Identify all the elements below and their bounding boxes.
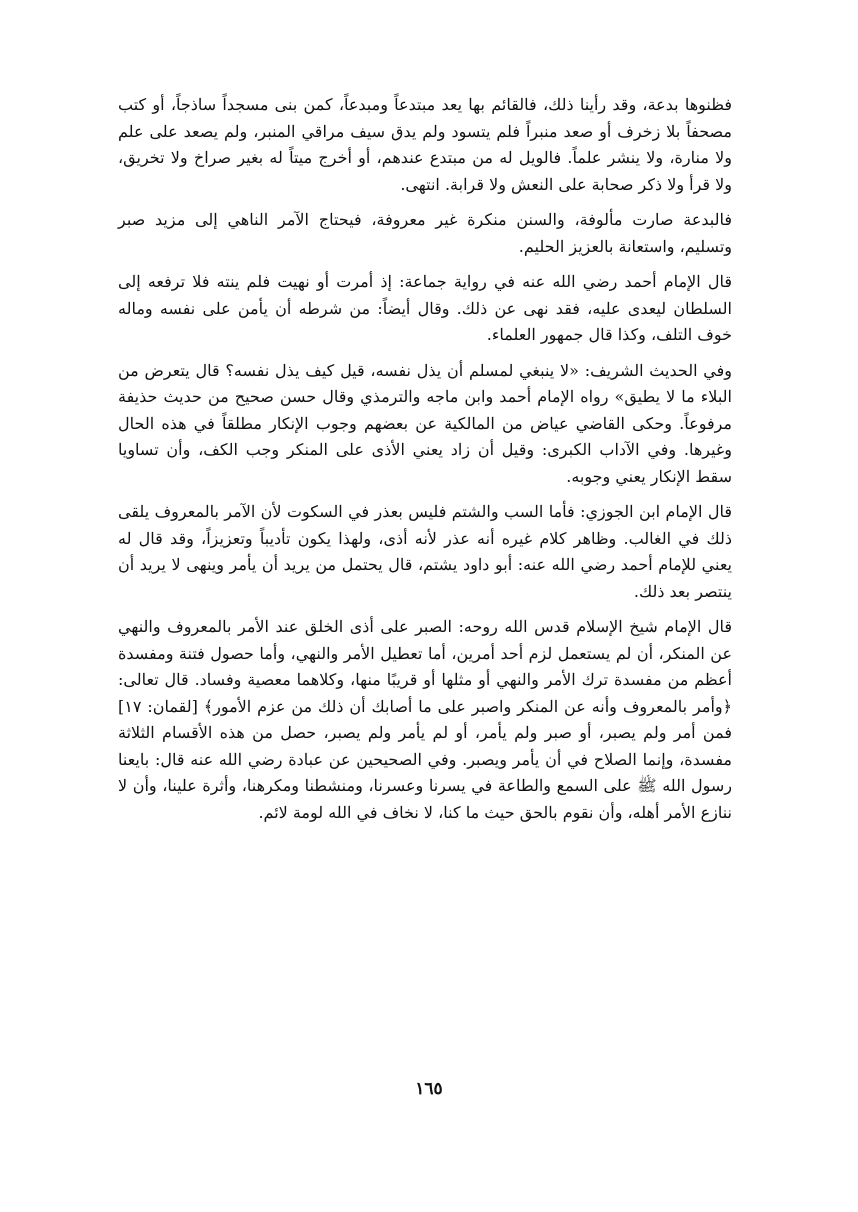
- body-text: [118, 92, 732, 826]
- paragraph-1: فظنوها بدعة، وقد رأينا ذلك، فالقائم بها يعد مبتدعاً ومبدعاً، كمن بنى مسجداً ساذجاً، أو كتب مصحفاً بلا زخرف أو صعد منبراً فلم يتسود ولم يدق سيف مراقي المنبر، ولم يصعد على علم ولا منارة، ولا ينشر علماً. فالويل له من مبتدع عندهم، أو أخرج ميتاً له بغير صراخ ولا تخريق، ولا قرأ ولا ذكر صحابة على النعش ولا قرابة. انتهى.: [118, 95, 732, 194]
- paragraph-5: قال الإمام ابن الجوزي: فأما السب والشتم فليس بعذر في السكوت لأن الآمر بالمعروف يلقى ذلك في الغالب. وظاهر كلام غيره أنه عذر لأنه أذى، ولهذا يكون تأديباً وتعزيزاً، وقد قال له يعني للإمام أحمد رضي الله عنه: أبو داود يشتم، قال يحتمل من يريد أن يأمر وينهى لا يريد أن ينتصر بعد ذلك.: [118, 502, 732, 601]
- paragraph-3: قال الإمام أحمد رضي الله عنه في رواية جماعة: إذ أمرت أو نهيت فلم ينته فلا ترفعه إلى السلطان ليعدى عليه، فقد نهى عن ذلك. وقال أيضاً: من شرطه أن يأمن على نفسه وماله خوف التلف، وكذا قال جمهور العلماء.: [118, 272, 732, 344]
- paragraph-4: وفي الحديث الشريف: «لا ينبغي لمسلم أن يذل نفسه، قيل كيف يذل نفسه؟ قال يتعرض من البلاء ما لا يطيق» رواه الإمام أحمد وابن ماجه والترمذي وقال حسن صحيح من حديث حذيفة مرفوعاً. وحكى القاضي عياض من المالكية عن بعضهم وجوب الإنكار مطلقاً في هذه الحال وغيرها. وفي الآداب الكبرى: وقيل أن زاد يعني الأذى على المنكر وجب الكف، وأن تساويا سقط الإنكار يعني وجوبه.: [118, 360, 733, 486]
- paragraph-2: فالبدعة صارت مألوفة، والسنن منكرة غير معروفة، فيحتاج الآمر الناهي إلى مزيد صبر وتسليم، واستعانة بالعزيز الحليم.: [118, 210, 732, 256]
- page-number: ١٦٥: [415, 1079, 443, 1099]
- paragraph-6: قال الإمام شيخ الإسلام قدس الله روحه: الصبر على أذى الخلق عند الأمر بالمعروف والنهي عن المنكر، أن لم يستعمل لزم أحد أمرين، أما تعطيل الأمر والنهي، وأما حصول فتنة ومفسدة أعظم من مفسدة ترك الأمر والنهي أو مثلها أو قريبًا منها، وكلاهما معصية وفساد. قال تعالى: ﴿وأمر بالمعروف وأنه عن المنكر واصبر على ما أصابك أن ذلك من عزم الأمور﴾ [لقمان: ١٧] فمن أمر ولم يصبر، أو صبر ولم يأمر، أو لم يأمر ولم يصبر، حصل من هذه الأقسام الثلاثة مفسدة، وإنما الصلاح في أن يأمر ويصبر. وفي الصحيحين عن عبادة رضي الله عنه قال: بايعنا رسول الله ﷺ على السمع والطاعة في يسرنا وعسرنا، ومنشطنا ومكرهنا، وأثرة علينا، وأن لا ننازع الأمر أهله، وأن نقوم بالحق حيث ما كنا، لا نخاف في الله لومة لائم.: [118, 617, 732, 822]
